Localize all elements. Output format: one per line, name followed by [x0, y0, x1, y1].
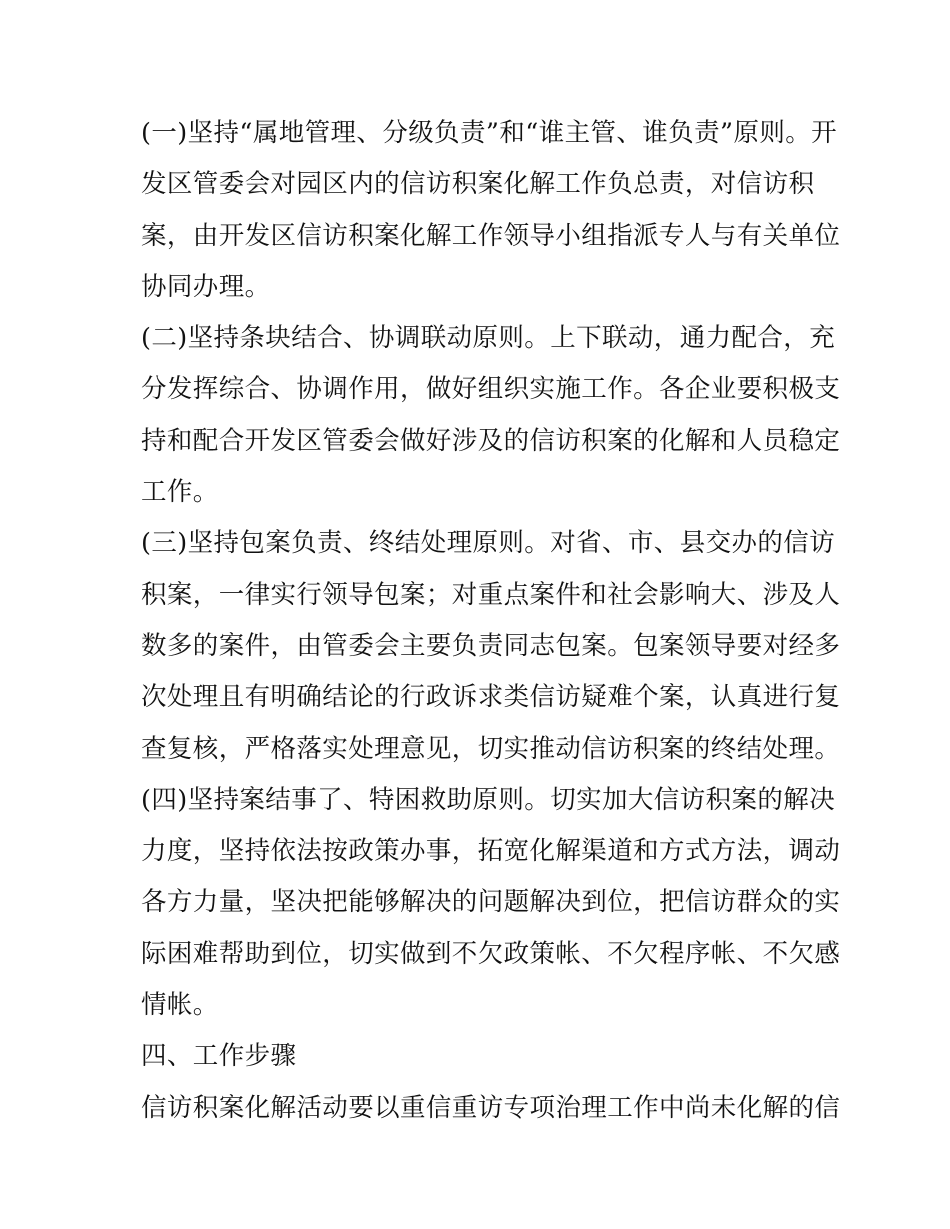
text-line: 情帐。	[141, 990, 219, 1021]
text-line: 次处理且有明确结论的行政诉求类信访疑难个案，认真进行复	[141, 682, 841, 713]
text-line: 力度，坚持依法按政策办事，拓宽化解渠道和方式方法，调动	[141, 836, 841, 867]
text-line: (二)坚持条块结合、协调联动原则。上下联动，通力配合，充	[141, 323, 836, 354]
text-line: 际困难帮助到位，切实做到不欠政策帐、不欠程序帐、不欠感	[141, 938, 841, 969]
text-line: (四)坚持案结事了、特困救助原则。切实加大信访积案的解决	[141, 784, 836, 815]
text-line: 工作。	[141, 477, 219, 508]
text-line: 信访积案化解活动要以重信重访专项治理工作中尚未化解的信	[141, 1092, 841, 1123]
text-line: 案，由开发区信访积案化解工作领导小组指派专人与有关单位	[141, 220, 841, 251]
text-line: 发区管委会对园区内的信访积案化解工作负总责，对信访积	[141, 169, 815, 200]
text-line: 数多的案件，由管委会主要负责同志包案。包案领导要对经多	[141, 630, 841, 661]
text-line: 积案，一律实行领导包案；对重点案件和社会影响大、涉及人	[141, 579, 841, 610]
section-heading: 四、工作步骤	[141, 1041, 297, 1072]
text-line: (三)坚持包案负责、终结处理原则。对省、市、县交办的信访	[141, 528, 836, 559]
document-body	[141, 108, 841, 1134]
text-line: 查复核，严格落实处理意见，切实推动信访积案的终结处理。	[141, 733, 841, 764]
text-line: (一)坚持“属地管理、分级负责”和“谁主管、谁负责”原则。开	[141, 118, 838, 148]
text-line: 持和配合开发区管委会做好涉及的信访积案的化解和人员稳定	[141, 425, 841, 456]
text-line: 协同办理。	[141, 271, 271, 302]
text-line: 各方力量，坚决把能够解决的问题解决到位，把信访群众的实	[141, 887, 841, 918]
text-line: 分发挥综合、协调作用，做好组织实施工作。各企业要积极支	[141, 374, 841, 405]
